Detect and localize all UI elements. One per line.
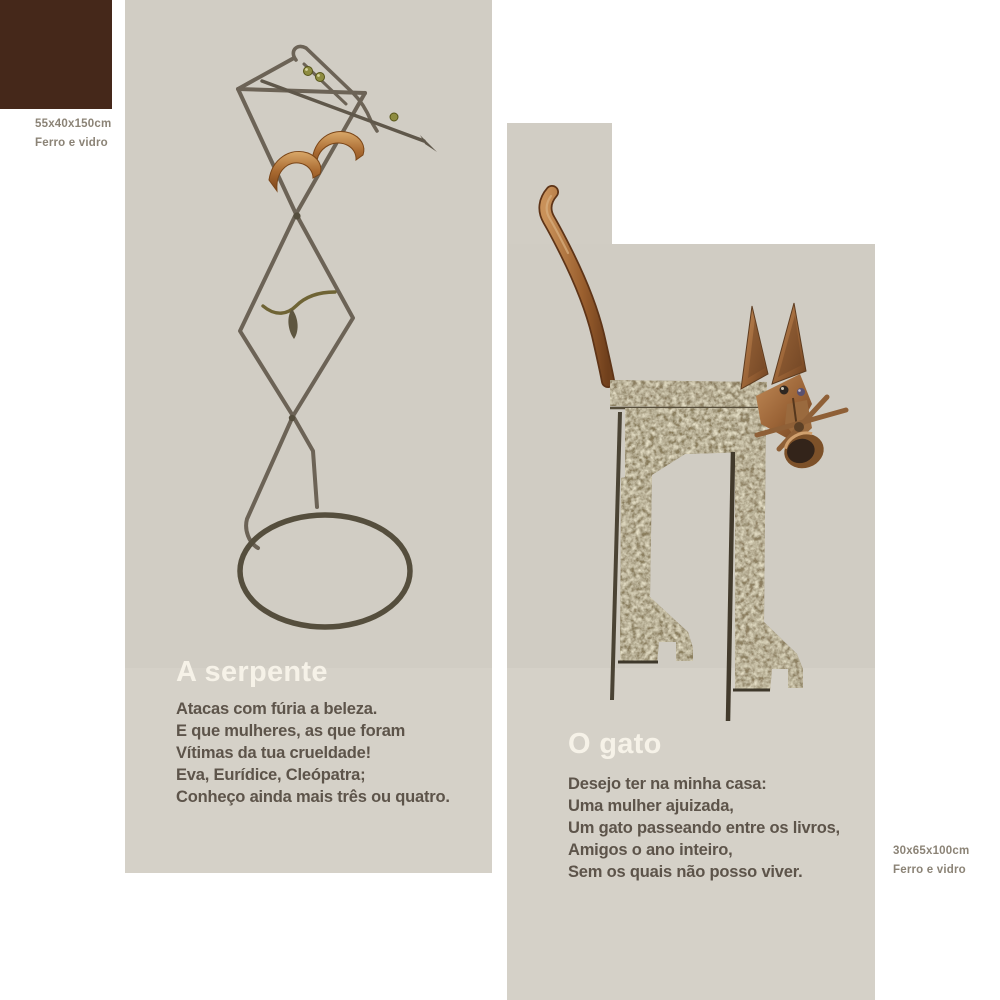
poem-line: Uma mulher ajuizada, bbox=[568, 797, 734, 815]
cat-artwork-panel bbox=[507, 244, 875, 1000]
poem-line: Atacas com fúria a beleza. bbox=[176, 700, 378, 718]
poem-line: Um gato passeando entre os livros, bbox=[568, 819, 840, 837]
poem-line: Amigos o ano inteiro, bbox=[568, 841, 733, 859]
cat-artwork-panel-top-column bbox=[507, 123, 612, 245]
material-text: Ferro e vidro bbox=[35, 136, 108, 149]
poem-line: Desejo ter na minha casa: bbox=[568, 775, 767, 793]
cat-photo-backdrop bbox=[507, 244, 875, 668]
brown-color-swatch bbox=[0, 0, 112, 109]
dimensions-text: 55x40x150cm bbox=[35, 118, 112, 130]
poem-line: Sem os quais não posso viver. bbox=[568, 863, 803, 881]
cat-caption bbox=[568, 729, 878, 883]
cat-poem bbox=[568, 773, 878, 883]
poem-line: Vítimas da tua crueldade! bbox=[176, 744, 371, 762]
poem-line: E que mulheres, as que foram bbox=[176, 722, 406, 740]
serpent-photo-backdrop bbox=[125, 0, 492, 668]
left-artwork-dimensions bbox=[35, 115, 111, 152]
right-artwork-dimensions bbox=[893, 842, 969, 879]
cat-title: O gato bbox=[568, 728, 662, 760]
poem-line: Eva, Eurídice, Cleópatra; bbox=[176, 766, 366, 784]
dimensions-text: 30x65x100cm bbox=[893, 845, 970, 857]
serpent-caption bbox=[176, 657, 486, 808]
poem-line: Conheço ainda mais três ou quatro. bbox=[176, 788, 450, 806]
material-text: Ferro e vidro bbox=[893, 863, 966, 876]
serpent-poem bbox=[176, 698, 486, 808]
serpent-title: A serpente bbox=[176, 656, 328, 688]
